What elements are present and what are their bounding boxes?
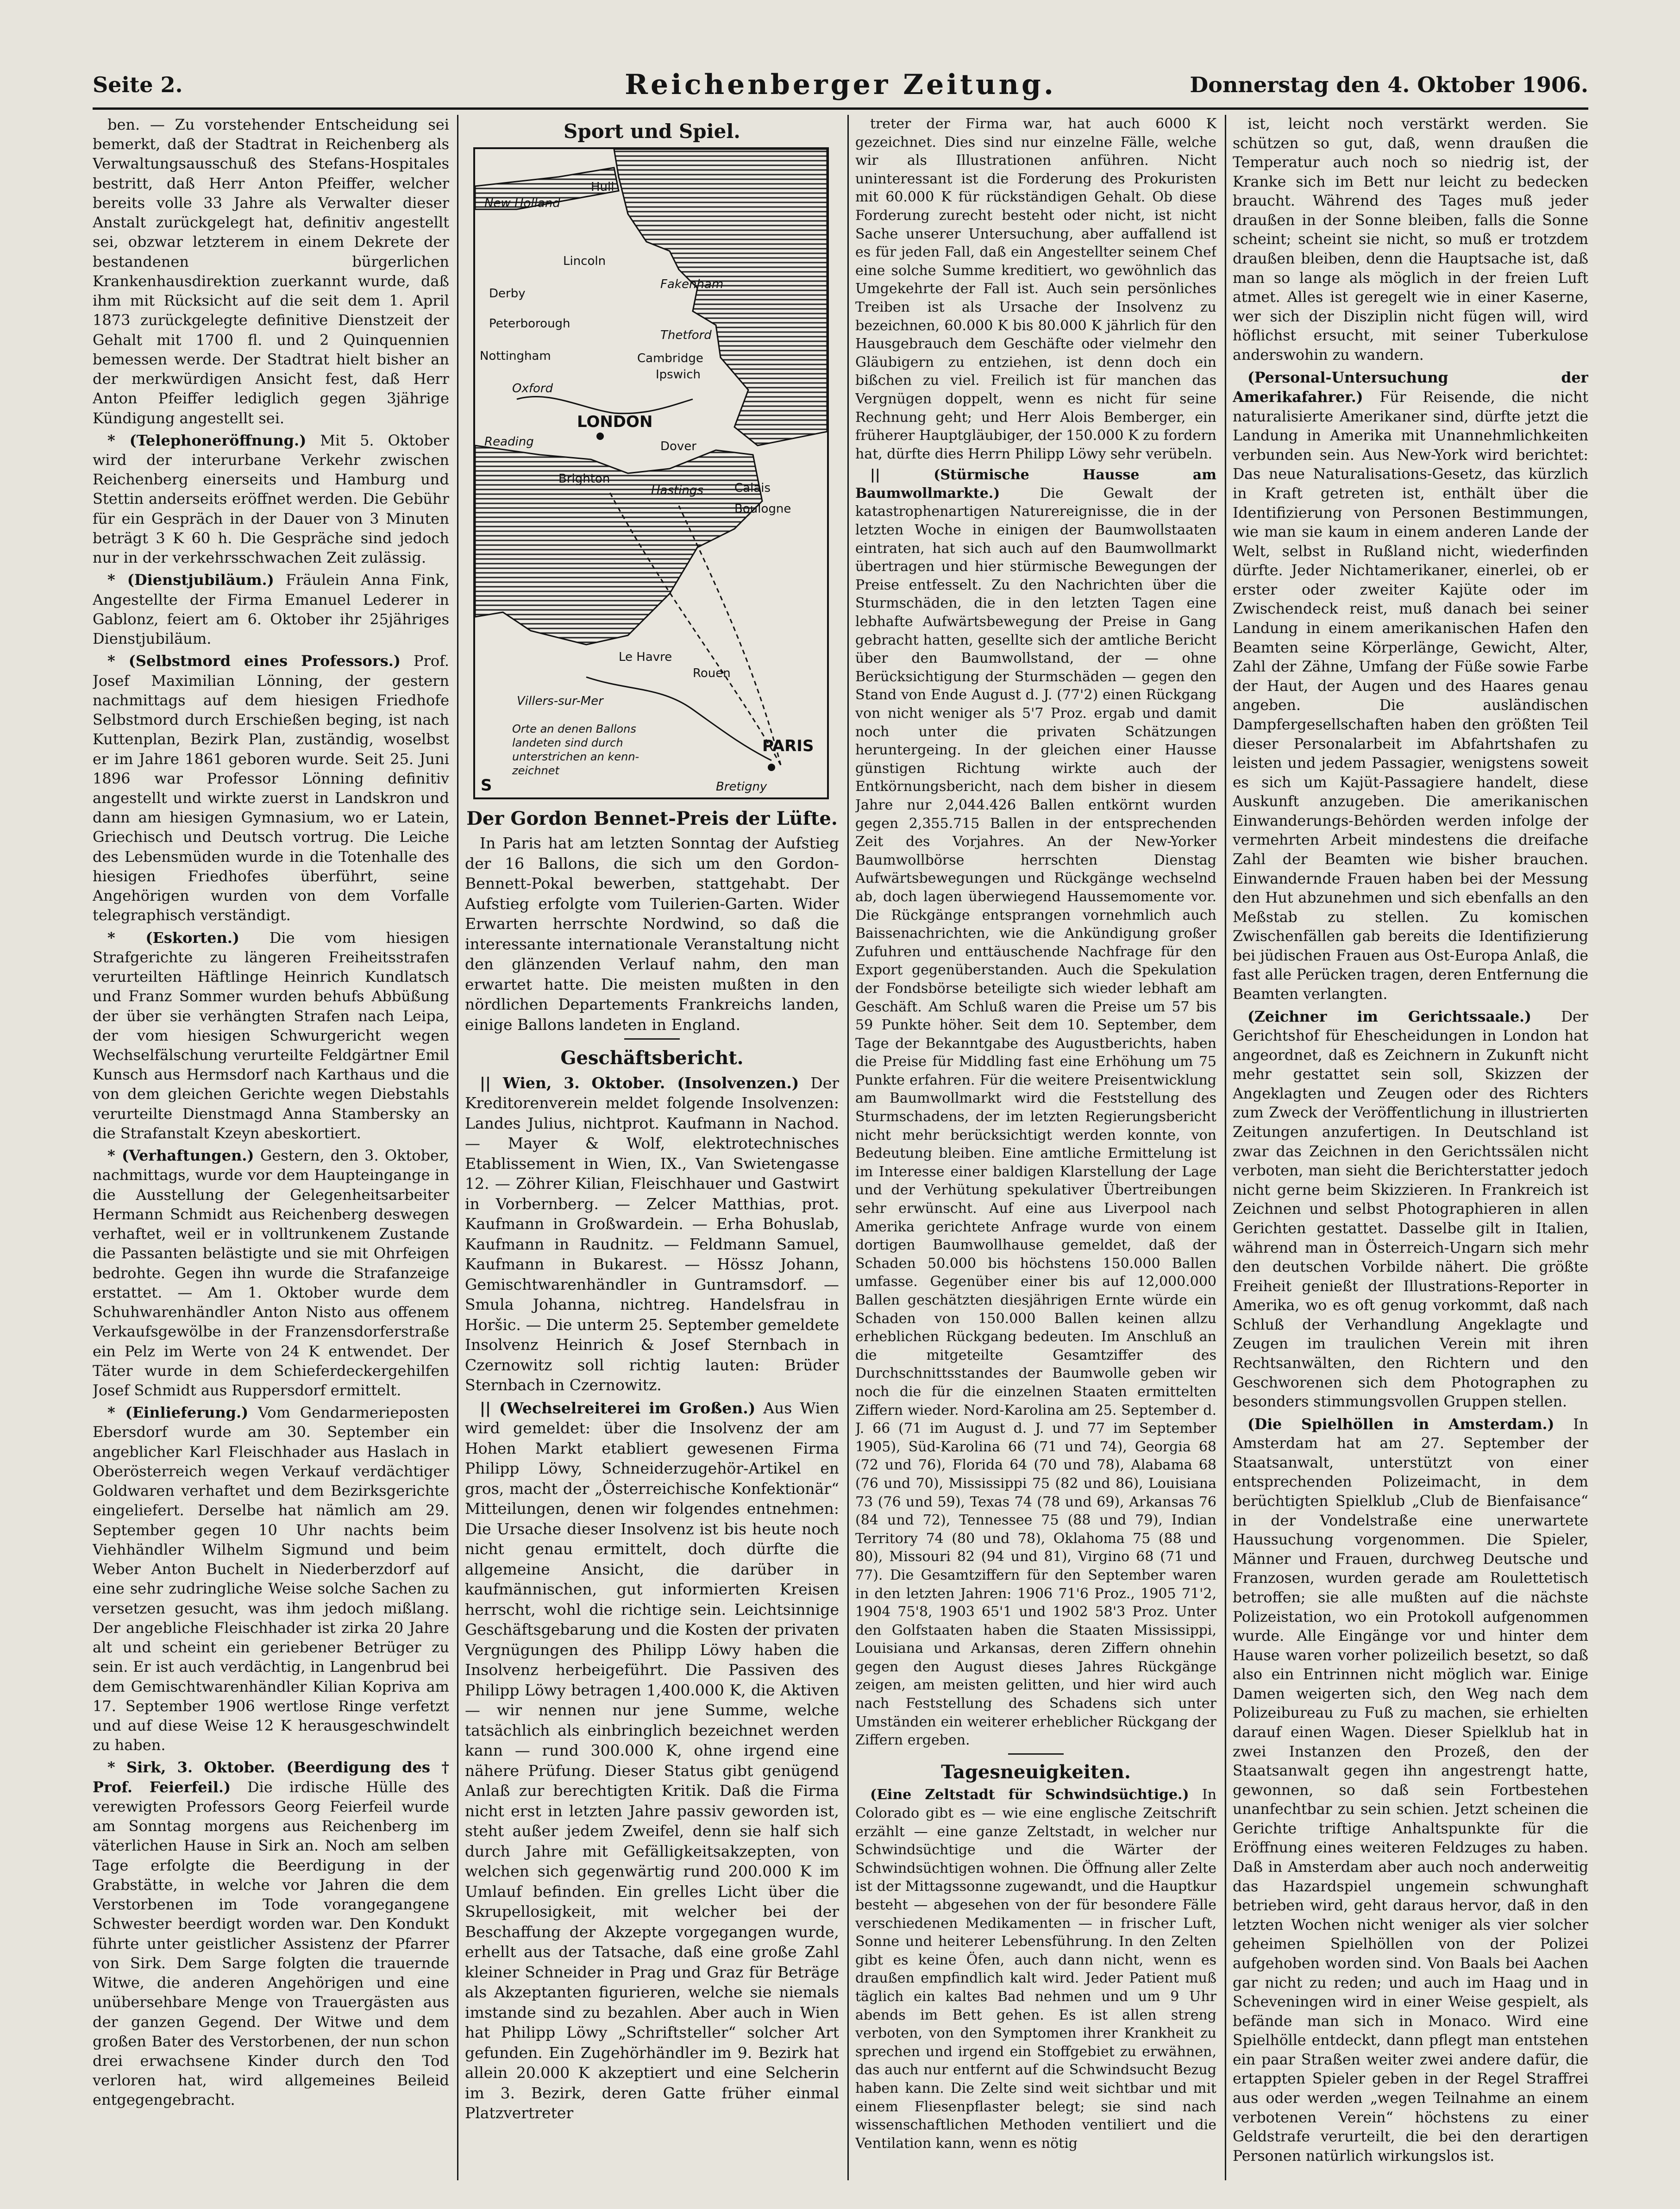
article-insolvencies: || Wien, 3. Oktober. (Insolvenzen.) Der Kreditorenverein meldet folgende Insolvenzen: Landes Julius, nichtprot. Kaufmann in Nachod. — Mayer & Wolf, elektrotechnisches Etablissement in Wien, IX., Van Swietengasse 12. — Zöhrer Kilian, Fleischhauer und Gastwirt in Vorbernberg. — Zelcer Matthias, prot. Kaufmann in Großwardein. — Erha Bohuslab, Kaufmann in Raudnitz. — Feldmann Samuel, Kaufmann in Bukarest. — Hössz Johann, Gemischtwarenhändler in Guntramsdorf. — Smula Johanna, nichtreg. Handelsfrau in Horšic. — Die unterm 25. September gemeldete Insolvenz Heinrich & Josef Sternbach in Czernowitz soll richtig lauten: Brüder Sternbach in Czernowitz.: [465, 1073, 839, 1394]
issue-date: Donnerstag den 4. Oktober 1906.: [1190, 72, 1588, 97]
map-label: Cambridge: [637, 351, 703, 365]
article-jubilee: * (Dienstjubiläum.) Fräulein Anna Fink, Angestellte der Firma Emanuel Lederer in Gablonz, feiert am 6. Oktober ihr 25jähriges Dienstjubiläum.: [93, 571, 449, 648]
map-label: Ipswich: [656, 367, 701, 382]
map-label: LONDON: [577, 412, 653, 431]
article-bill-jobbing-cont: treter der Firma war, hat auch 6000 K gezeichnet. Dies sind nur einzelne Fälle, welche wir als Illustrationen anführen. Nicht uninteressant ist die Forderung des Prokuristen mit 60.000 K für rückständigen Gehalt. Ob diese Forderung zurecht besteht oder nicht, ist nicht Sache unserer Untersuchung, aber auffallend ist es für jeden Fall, daß ein Angestellter seinem Chef eine solche Summe kreditiert, wo gewöhnlich das Umgekehrte der Fall ist. Auch sein persönliches Treiben ist als Ursache der Insolvenz zu bezeichnen, 60.000 K bis 80.000 K jährlich für den Hausgebrauch dem Geschäfte oder vielmehr den Gläubigern zu entziehen, ist denn doch ein bißchen zu viel. Freilich ist für manchen das Vergnügen doppelt, wenn es nicht für seine Rechnung geht; und Herr Alois Bemberger, ein früherer Hauptgläubiger, der 150.000 K zu fordern hat, dürfte dies Herrn Philipp Löwy sehr verübeln.: [855, 116, 1216, 462]
section-title-business: Geschäftsbericht.: [560, 1047, 744, 1069]
masthead: [93, 69, 1588, 107]
article-tent-city: (Eine Zeltstadt für Schwindsüchtige.) In Colorado gibt es — wie eine englische Zeitschrift erzählt — eine ganze Zeltstadt, in welcher nur Schwindsüchtige und die Wärter der Schwindsüchtigen wohnen. Die Öffnung aller Zelte ist der Mittagssonne zugewandt, und die Hauptkur besteht — abgesehen von der für besondere Fälle verschiedenen Medikamenten — in frischer Luft, Sonne und heiterer Lebensführung. In den Zelten gibt es keine Öfen, auch dann nicht, wenn es draußen empfindlich kalt wird. Jeder Patient muß täglich ein kaltes Bad nehmen und um 9 Uhr abends im Bett gehen. Es ist allen streng verboten, von den Symptomen ihrer Krankheit zu sprechen und irgend ein Stoffgebiet zu erwähnen, das auch nur entfernt auf die Schwindsucht Bezug haben kann. Die Zelte sind weit sichtbar und mit einem Fliesenpflaster belegt; sie sind nach wissenschaftlichen Methoden ventiliert und die Ventilation kann, wenn es nötig: [855, 1787, 1216, 2152]
map-label: Hastings: [651, 483, 703, 497]
divider: [1008, 1753, 1064, 1755]
map-legend-line: landeten sind durch: [512, 736, 623, 749]
map-graphic: [475, 149, 827, 797]
divider: [624, 1038, 680, 1040]
map-label: PARIS: [762, 736, 814, 755]
column-divider: [457, 115, 458, 2180]
article-court-sketch: (Zeichner im Gerichtssaale.) Der Gerichtshof für Ehescheidungen in London hat angeordnet, daß es Zeichnern in Zukunft nicht mehr gestattet sein soll, Skizzen der Angeklagten und Zeugen oder des Richters zum Zweck der Veröffentlichung in illustrierten Zeitungen anzufertigen. In Deutschland ist zwar das Zeichnen in den Gerichtssälen nicht verboten, man sieht die Berichterstatter jedoch nicht gerne beim Skizzieren. In Frankreich ist Zeichnen und selbst Photographieren in allen Gerichten gestattet. Dasselbe gilt in Italien, während man in Österreich-Ungarn sich mehr den deutschen Vorbilde nähert. Die größte Freiheit genießt der Illustrations-Reporter in Amerika, wo es oft genug vorkommt, daß nach Schluß der Verhandlung Angeklagte und Zeugen im traulichen Verein mit ihren Rechtsanwälten, den Richtern und den Geschworenen sich dem Photographen zu besonders stimmungsvollen Gruppen stellen.: [1233, 1008, 1588, 1411]
map-label: Le Havre: [619, 650, 672, 664]
article-suicide: * (Selbstmord eines Professors.) Prof. Josef Maximilian Lönning, der gestern nachmittags auf dem hiesigen Friedhofe Selbstmord durch Erschießen beging, ist nach Kuttenplan, Bezirk Plan, zuständig, woselbst er im Jahre 1861 geboren wurde. Seit 25. Juni 1896 war Professor Lönning definitiv angestellt und wirkte zuerst in Landskron und dann am hiesigen Gymnasium, wo er Latein, Griechisch und Deutsch vortrug. Die Leiche des Lebensmüden wurde in die Totenhalle des hiesigen Friedhofes überführt, seine Angehörigen wurden von dem Vorfalle telegraphisch verständigt.: [93, 652, 449, 924]
article-title-gordon-bennett: Der Gordon Bennet-Preis der Lüfte.: [466, 807, 838, 829]
column-divider: [1225, 115, 1226, 2180]
article-escorts: * (Eskorten.) Die vom hiesigen Strafgerichte zu längeren Freiheitsstrafen verurteilten Häftlinge Heinrich Kundlatsch und Franz Sommer wurden behufs Abbüßung der über sie verhängten Strafen nach Leipa, der vom hiesigen Schwurgericht wegen Wechselfälschung verurteilte Feldgärtner Emil Kunsch aus Hermsdorf nach Karthaus und die von dem gleichen Gerichte wegen Diebstahls verurteilte Dienstmagd Anna Stambersky an die Strafanstalt Kzeyn abeskortiert.: [93, 929, 449, 1142]
article-delivery: * (Einlieferung.) Vom Gendarmerieposten Ebersdorf wurde am 30. September ein angeblicher Karl Fleischhader aus Haslach in Oberösterreich wegen Verkauf verdächtiger Goldwaren verhaftet und dem Bezirksgerichte eingeliefert. Derselbe hat nämlich am 29. September gegen 10 Uhr nachts beim Viehhändler Wilhelm Sigmund und beim Weber Anton Buchelt in Niederberzdorf auf eine sehr zudringliche Weise solche Sachen zu versetzen gesucht, was ihm jedoch mißlang. Der angebliche Fleischhader ist zirka 20 Jahre alt und scheint ein geriebener Betrüger zu sein. Er ist auch verdächtig, in Langenbrud bei dem Gemischtwarenhändler Kilian Kopriva am 17. September 1906 wertlose Ringe verfetzt und auf diese Weise 12 K herausgeschwindelt zu haben.: [93, 1404, 449, 1754]
map-label: Dover: [660, 439, 696, 453]
map-river: [517, 396, 693, 413]
section-title-sport: Sport und Spiel.: [564, 120, 740, 143]
map-label: Oxford: [512, 381, 553, 395]
map-label: Boulogne: [734, 502, 791, 516]
header-rule: [93, 107, 1588, 110]
map-label: Brighton: [558, 471, 610, 486]
map-label: Reading: [484, 434, 534, 449]
map-label: Thetford: [660, 328, 712, 342]
map-legend-line: Orte an denen Ballons: [512, 722, 636, 735]
map-city-marker: [596, 433, 604, 440]
page-number: Seite 2.: [93, 72, 183, 97]
article-gambling: (Die Spielhöllen in Amsterdam.) In Amsterdam hat am 27. September der Staatsanwalt, unterstützt von einer entsprechenden Polizeimacht, in dem berüchtigten Spielklub „Club de Bienfaisance“ in der Vondelstraße eine unerwartete Haussuchung vorgenommen. Die Spieler, Männer und Frauen, durchweg Deutsche und Franzosen, wurden gerade am Roulettetisch betroffen; sie alle mußten auf die nächste Polizeistation, wo ein Protokoll aufgenommen wurde. Alle Eingänge vor und hinter dem Hause waren vorher polizeilich besetzt, so daß also ein Entrinnen nicht möglich war. Einige Damen weigerten sich, den Weg nach dem Polizeibureau zu Fuß zu machen, sie erhielten darauf einen Wagen. Dieser Spielklub hat in zwei Instanzen den Prozeß, den der Staatsanwalt gegen ihn angestrengt hatte, gewonnen, so daß sein Fortbestehen unanfechtbar zu sein schien. Jetzt scheinen die Gerichte triftige Anhaltspunkte für die Eröffnung eines weiteren Feldzuges zu haben. Daß in Amsterdam aber auch noch anderweitig das Hazardspiel ungemein schwunghaft betrieben wird, geht daraus hervor, daß in den letzten Wochen nicht weniger als vier solcher geheimen Spielhöllen von der Polizei aufgehoben worden sind. Von Baals bei Aachen gar nicht zu reden; und auch im Haag und in Scheveningen wird in einer Weise gespielt, als befände man sich in Monaco. Wird eine Spielhölle entdeckt, dann pflegt man entstehen ein paar Straßen weiter zwei andere dafür, die ertappten Spieler geben in der Regel Straffrei aus oder werden „wegen Teilnahme an einem verbotenen Verein“ höchstens zu einer Geldstrafe verurteilt, die bei den derartigen Personen natürlich wirkungslos ist.: [1233, 1415, 1588, 2165]
map-label: Nottingham: [480, 349, 551, 363]
balloon-landing-map: [473, 147, 829, 799]
article-immigration: (Personal-Untersuchung der Amerikafahrer.) Für Reisende, die nicht naturalisierte Amerikaner sind, dürfte jetzt die Landung in Amerika mit Unannehmlichkeiten verbunden sein. Aus New-York wird berichtet: Das neue Naturalisations-Gesetz, das kürzlich in Kraft getreten ist, enthält über die Identifizierung von Personen Bestimmungen, wie man sie kaum in einem anderen Lande der Welt, selbst in Rußland nicht, wiederfinden dürfte. Jeder Nichtamerikaner, einerlei, ob er erster oder zweiter Kajüte oder im Zwischendeck reist, muß danach bei seiner Landung in einem amerikanischen Hafen den Beamten seine Körperlänge, Gewicht, Alter, Zahl der Zähne, Umfang der Füße sowie Farbe der Haut, der Augen und des Haares genau angeben. Die ausländischen Dampfergesellschaften haben den größten Teil dieser Personalarbeit im Abfahrtshafen zu leisten und jedem Passagier, wenigstens soweit es sich um Kajüt-Passagiere handelt, diese Auskunft anzugeben. Die amerikanischen Einwanderungs-Behörden werden infolge der vermehrten Arbeit mindestens die dreifache Zahl der Beamten wie bisher brauchen. Einwandernde Frauen haben bei der Messung den Hut abzunehmen und sich ebenfalls an den Meßstab zu stellen. Zu komischen Zwischenfällen gab bereits die Identifizierung bei jüdischen Frauen aus Ost-Europa Anlaß, die fast alle Perücken tragen, deren Entfernung die Beamten verlangten.: [1233, 369, 1588, 1003]
article-pfeiffer: ben. — Zu vorstehender Entscheidung sei bemerkt, daß der Stadtrat in Reichenberg als Verwaltungsausschuß des Stefans-Hospitales bestritt, daß Herr Anton Pfeiffer, welcher bereits volle 33 Jahre als Verwalter dieser Anstalt zurückgelegt hat, definitiv angestellt sei, obzwar letzterem in einem Dekrete der bestandenen bürgerlichen Krankenhausdirektion zuerkannt wurde, daß ihm mit Rücksicht auf die seit dem 1. April 1873 zurückgelegte definitive Dienstzeit der Gehalt mit 1700 fl. und 2 Quinquennien bemessen werde. Der Stadtrat hielt bisher an der merkwürdigen Ansicht fest, daß Herr Anton Pfeiffer lediglich gegen 3jährige Kündigung angestellt sei.: [93, 116, 449, 427]
article-bill-jobbing: || (Wechselreiterei im Großen.) Aus Wien wird gemeldet: über die Insolvenz der am Hohen Markt etabliert gewesenen Firma Philipp Löwy, Schneiderzugehör-Artikel en gros, macht der „Österreichische Konfektionär“ Mitteilungen, denen wir folgendes entnehmen: Die Ursache dieser Insolvenz ist bis heute noch nicht genau ermittelt, doch dürfte die allgemeine Ansicht, die darüber in kaufmännischen, gut informierten Kreisen herrscht, wohl die richtige sein. Leichtsinnige Geschäftsgebarung und die Kosten der privaten Vergnügungen des Philipp Löwy haben die Insolvenz herbeigeführt. Die Passiven des Philipp Löwy betragen 1,400.000 K, die Aktiven — wir nennen nur jene Summe, welche tatsächlich als einbringlich bezeichnet werden kann — rund 300.000 K, ohne irgend eine nähere Prüfung. Dieser Status gibt genügend Anlaß zur berechtigten Kritik. Daß die Firma nicht erst in letzten Jahre passiv geworden ist, steht außer jedem Zweifel, denn sie half sich durch Jahre mit Gefälligkeitsakzepten, von welchen sich gegenwärtig rund 200.000 K im Umlauf befinden. Ein grelles Licht über die Skrupellosigkeit, mit welcher bei der Beschaffung der Akzepte vorgegangen wurde, erhellt aus der Tatsache, daß eine große Zahl kleiner Schneider in Prag und Graz für Beträge als Akzeptanten figurieren, welche sie niemals imstande sind zu bezahlen. Aber auch in Wien hat Philipp Löwy „Schriftsteller“ solcher Art gefunden. Ein Zugehörhändler im 9. Bezirk hat allein 20.000 K akzeptiert und eine Selcherin im 3. Bezirk, deren Gatte früher einmal Platzvertreter: [465, 1399, 839, 2122]
newspaper-title: Reichenberger Zeitung.: [625, 69, 1056, 101]
map-sea-channel: [475, 446, 762, 645]
map-label: Derby: [489, 286, 526, 301]
map-sea-north: [614, 149, 827, 446]
article-cotton-market: || (Stürmische Hausse am Baumwollmarkte.) Die Gewalt der katastrophenartigen Naturereignisse, die in der letzten Woche in einigen der Baumwollstaaten eintraten, hat sich auch auf den Baumwollmarkt übertragen und hier stürmische Bewegungen der Preise entfesselt. Zu den Nachrichten über die Sturmschäden, die in den letzten Tagen eine lebhafte Aufwärtsbewegung der Preise in Gang gebracht hatten, gesellte sich der amtliche Bericht über den Baumwollstand, der — ohne Berücksichtigung der Sturmschäden — gegen den Stand von Ende August d. J. (77'2) einen Rückgang von nicht weniger als 5'7 Proz. ergab und damit noch unter die privaten Schätzungen heruntergeing. In der gleichen einer Hausse günstigen Richtung wirkte auch der Entkörnungsbericht, nach dem bisher in diesem Jahre nur 2,044.426 Ballen entkörnt wurden gegen 2,355.715 Ballen in der entsprechenden Zeit des Vorjahres. An der New-Yorker Baumwollbörse herrschten Dienstag Aufwärtsbewegungen und Rückgänge wechselnd ab, doch lagen überwiegend Haussemomente vor. Die Rückgänge entsprangen vornehmlich auch Baissenachrichten, wie die Ankündigung großer Zufuhren und enttäuschende Nachfrage für den Export gegenüberstanden. Auch die Spekulation der Fondsbörse beteiligte sich wieder lebhaft am Geschäft. Am Schluß waren die Preise um 57 bis 59 Punkte höher. Seit dem 10. September, dem Tage der Bekanntgabe des Augustberichts, haben die Preise für Middling fast eine Erhöhung um 75 Punkte erfahren. Für die weitere Preisentwicklung am Baumwollmarkt wird die Feststellung des Sturmschadens, der im letzten Regierungsbericht nicht mehr berücksichtigt werden konnte, von Bedeutung bleiben. Eine amtliche Ermittelung ist im Interesse einer baldigen Klarstellung der Lage und der Verhütung spekulativer Übertreibungen sehr erwünscht. Auf eine aus Liverpool nach Amerika gerichtete Anfrage wurde von einem dortigen Baumwollhause gemeldet, daß der Schaden 50.000 bis höchstens 150.000 Ballen umfasse. Gegenüber einer bis auf 12,000.000 Ballen geschätzten diesjährigen Ernte würde ein Schaden von 150.000 Ballen keinen allzu erheblichen Rückgang bedeuten. Im Anschluß an die mitgeteilte Gesamtziffer des Durchschnittsstandes der Baumwolle geben wir noch die für die einzelnen Staaten ermittelten Ziffern wieder. Nord-Karolina am 25. September d. J. 66 (71 im August d. J. und 77 im September 1905), Süd-Karolina 66 (71 und 74), Georgia 68 (72 und 76), Florida 64 (70 und 78), Alabama 68 (76 und 70), Mississippi 75 (82 und 86), Louisiana 73 (76 und 59), Texas 74 (78 und 69), Arkansas 76 (84 und 72), Tennessee 75 (88 und 79), Indian Territory 74 (80 und 78), Oklahoma 75 (88 und 80), Missouri 82 (94 und 81), Virgino 68 (71 und 77). Die Gesamtziffern für den September waren in den letzten Jahren: 1906 71'6 Proz., 1905 71'2, 1904 75'8, 1903 65'1 und 1902 58'3 Proz. Unter den Golfstaaten haben die Staaten Mississippi, Louisiana und Arkansas, deren Ziffern ohnehin gegen den August dieses Jahres Rückgänge zeigen, am meisten gelitten, und hier wird auch nach Feststellung des Schadens sich unter Umständen ein weiterer erheblicher Rückgang der Ziffern ergeben.: [855, 467, 1216, 1749]
column-2: [465, 115, 839, 2180]
column-4: [1233, 115, 1588, 2180]
map-label: S: [481, 776, 492, 795]
section-title-news: Tagesneuigkeiten.: [941, 1761, 1131, 1783]
map-label: Peterborough: [489, 316, 570, 331]
map-label: Rouen: [693, 666, 731, 680]
article-tent-city-cont: ist, leicht noch verstärkt werden. Sie schützen so gut, daß, wenn draußen die Temperatur auch noch so niedrig ist, der Kranke sich im Bett nur leicht zu bedecken braucht. Während des Tages muß jeder draußen in der Sonne bleiben, falls die Sonne scheint; scheint sie nicht, so muß er trotzdem draußen bleiben, denn die Hauptsache ist, daß man so lange als möglich in der freien Luft atmet. Alles ist geregelt wie in einer Kaserne, wer sich der Disziplin nicht fügen will, wird höflichst ersucht, mit seiner Tuberkulose anderswohin zu wandern.: [1233, 116, 1588, 364]
map-city-marker: [768, 764, 775, 771]
article-telephone: * (Telephoneröffnung.) Mit 5. Oktober wird der interurbane Verkehr zwischen Reichenberg einerseits und Hamburg und Stettin anderseits eröffnet werden. Die Gebühr für ein Gespräch in der Dauer von 3 Minuten beträgt 3 K 60 h. Die Gespräche sind jedoch nur in der verkehrsschwachen Zeit zulässig.: [93, 431, 449, 567]
map-label: Bretigny: [716, 779, 767, 794]
map-label: New Holland: [484, 196, 560, 210]
map-label: Villers-sur-Mer: [517, 694, 603, 708]
article-funeral: * Sirk, 3. Oktober. (Beerdigung des † Prof. Feierfeil.) Die irdische Hülle des verewigten Professors Georg Feierfeil wurde am Sonntag morgens aus Reichenberg im väterlichen Hause in Sirk an. Noch am selben Tage erfolgte die Beerdigung in der Grabstätte, in welche vor Jahren die dem Verstorbenen im Tode vorangegangene Schwester beerdigt worden war. Den Kondukt führte unter geistlicher Assistenz der Pfarrer von Sirk. Dem Sarge folgten die trauernde Witwe, die anderen Angehörigen und eine unübersehbare Menge von Trauergästen aus der ganzen Gegend. Der Witwe und dem großen Bater des Verstorbenen, der nun schon drei erwachsene Kinder durch den Tod verloren hat, wird allgemeines Beileid entgegengebracht.: [93, 1758, 449, 2109]
column-3: [855, 115, 1216, 2180]
map-legend-line: unterstrichen an kenn-: [512, 750, 639, 763]
article-gordon-bennett: In Paris hat am letzten Sonntag der Aufstieg der 16 Ballons, die sich um den Gordon-Bennett-Pokal bewerben, stattgehabt. Der Aufstieg erfolgte vom Tuilerien-Garten. Wider Erwarten herrschte Nordwind, so daß die interessante internationale Veranstaltung nicht den glänzenden Verlauf nahm, den man erwartet hatte. Die meisten mußten in den nördlichen Departements Frankreichs landen, einige Ballons landeten in England.: [465, 834, 839, 1034]
map-label: Calais: [734, 481, 771, 495]
map-label: Fakenham: [660, 277, 724, 291]
map-label: Lincoln: [563, 254, 606, 268]
column-1: [93, 115, 449, 2180]
map-label: Hull: [591, 180, 614, 194]
article-arrests: * (Verhaftungen.) Gestern, den 3. Oktober, nachmittags, wurde vor dem Haupteingange in die Ausstellung der Gelegenheitsarbeiter Hermann Schmidt aus Reichenberg deswegen verhaftet, weil er in volltrunkenem Zustande die Passanten belästigte und sie mit Ohrfeigen bedrohte. Gegen ihn wurde die Strafanzeige erstattet. — Am 1. Oktober wurde dem Schuhwarenhändler Anton Nisto aus offenem Verkaufsgewölbe in der Franzensdorferstraße ein Pelz im Werte von 24 K entwendet. Der Täter wurde in dem Schieferdeckergehilfen Josef Schmidt aus Ruppersdorf ermittelt.: [93, 1147, 449, 1399]
map-legend-line: zeichnet: [512, 764, 559, 777]
column-divider: [847, 115, 849, 2180]
